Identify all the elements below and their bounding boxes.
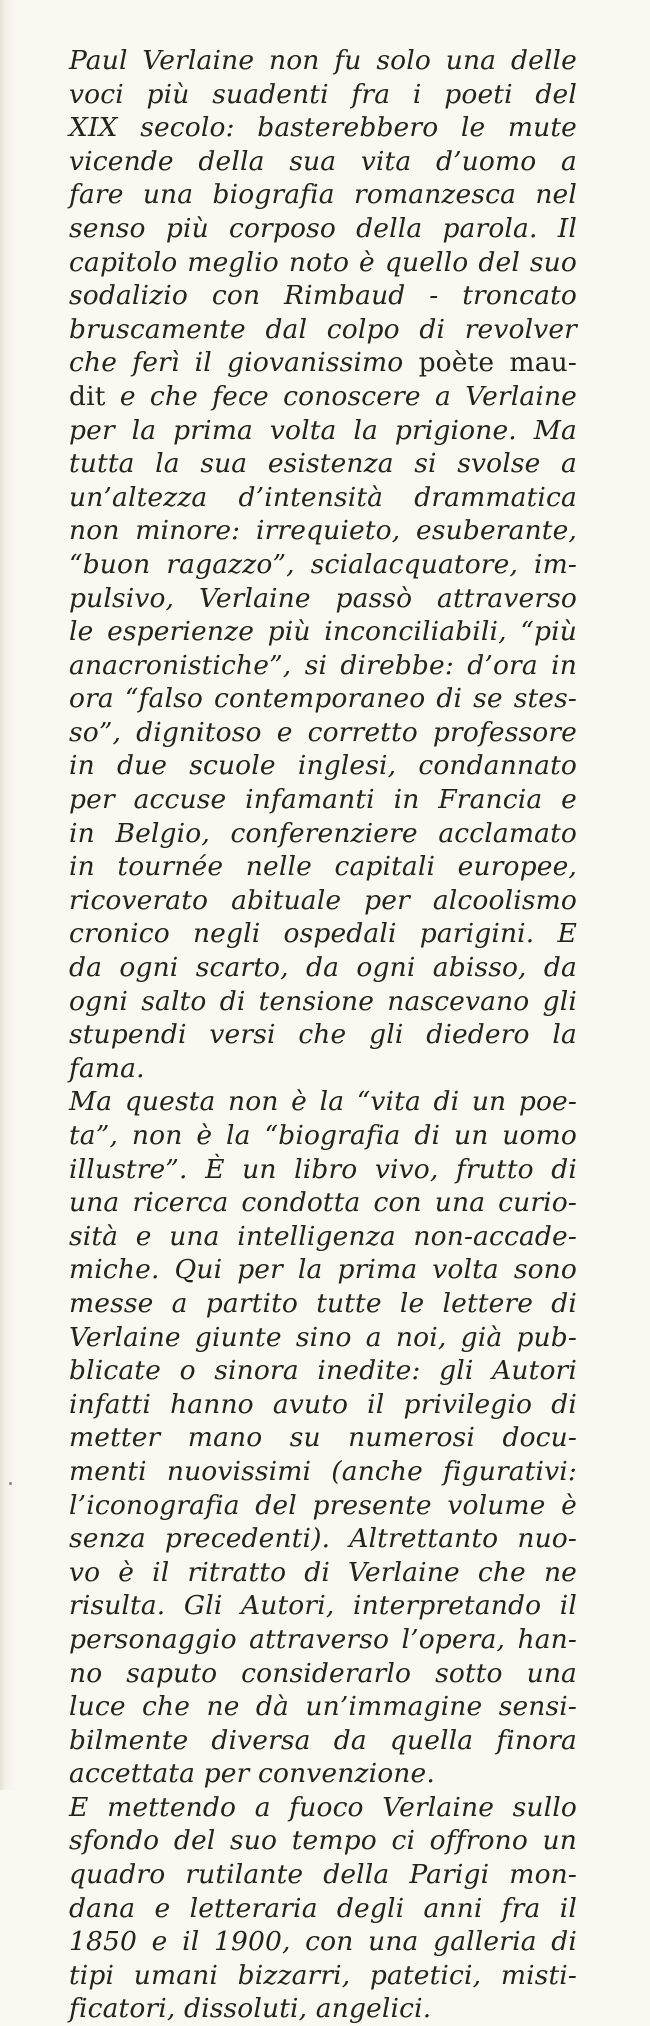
- text-line-content: risulta. Gli Autori, interpretando il: [69, 1590, 577, 1622]
- paper-speck: [9, 1482, 12, 1485]
- text-line-content: ricoverato abituale per alcoolismo: [69, 884, 577, 916]
- text-line-content: anacronistiche”, si direbbe: d’ora in: [69, 649, 577, 681]
- text-line: [69, 716, 577, 750]
- text-line: [69, 212, 577, 246]
- text-line: [69, 514, 577, 548]
- text-line-content: messe a partito tutte le lettere di: [69, 1287, 577, 1319]
- text-line-content: in tournée nelle capitali europee,: [69, 851, 577, 883]
- text-line-content: ta”, non è la “biografia di un uomo: [69, 1120, 577, 1151]
- text-line-content: miche. Qui per la prima volta sono: [69, 1254, 577, 1286]
- body-text: [69, 44, 577, 2026]
- text-line: [69, 1556, 577, 1590]
- text-line: [69, 246, 577, 280]
- text-line-content: da ogni scarto, da ogni abisso, da: [69, 952, 577, 984]
- upright-phrase: dit: [69, 380, 106, 412]
- text-line: [69, 1959, 577, 1993]
- text-line-content: blicate o sinora inedite: gli Autori: [69, 1355, 577, 1387]
- text-line: [69, 1757, 577, 1791]
- text-line: [69, 1421, 577, 1455]
- text-line-content: fama.: [69, 1052, 145, 1084]
- text-line-content: bilmente diversa da quella finora: [69, 1724, 577, 1756]
- text-line-content: E mettendo a fuoco Verlaine sullo: [69, 1791, 577, 1823]
- text-line-content: 1850 e il 1900, con una galleria di: [69, 1926, 577, 1958]
- text-line: [69, 1455, 577, 1489]
- text-line-content: per la prima volta la prigione. Ma: [69, 414, 577, 446]
- text-line: [69, 1623, 577, 1657]
- text-line: [69, 817, 577, 851]
- text-line: [69, 313, 577, 347]
- text-line: [69, 111, 577, 145]
- text-line-content: “buon ragazzo”, scialacquatore, im-: [69, 548, 577, 580]
- text-line-content: Paul Verlaine non fu solo una delle: [69, 45, 577, 76]
- text-line: [69, 1992, 577, 2026]
- text-line-content: in due scuole inglesi, condannato: [69, 750, 577, 782]
- text-line: [69, 414, 577, 448]
- text-line-content: accettata per convenzione.: [69, 1758, 435, 1790]
- text-line: [69, 1153, 577, 1187]
- text-line-content: e che fece conoscere a Verlaine: [105, 380, 577, 412]
- text-line: [69, 917, 577, 951]
- text-line: [69, 279, 577, 313]
- text-line-content: Verlaine giunte sino a noi, già pub-: [69, 1321, 577, 1353]
- text-line: [69, 850, 577, 884]
- text-line: [69, 1489, 577, 1523]
- text-line-content: vicende della sua vita d’uomo a: [69, 145, 577, 177]
- text-line-content: no saputo considerarlo sotto una: [69, 1657, 577, 1689]
- text-line: [69, 481, 577, 515]
- text-line: [69, 985, 577, 1019]
- text-line-content: l’iconografia del presente volume è: [69, 1489, 577, 1521]
- text-line-content: che ferì il giovanissimo: [69, 347, 419, 379]
- text-line: [69, 1321, 577, 1355]
- text-line: [69, 1186, 577, 1220]
- text-line-content: XIX secolo: basterebbero le mute: [69, 112, 577, 144]
- text-line: [69, 1724, 577, 1758]
- text-line: [69, 1052, 577, 1086]
- text-line-content: senza precedenti). Altrettanto nuo-: [69, 1523, 577, 1555]
- text-line: [69, 1354, 577, 1388]
- text-line: [69, 1119, 577, 1153]
- text-line: [69, 1522, 577, 1556]
- text-line: [69, 1791, 577, 1825]
- paragraph-1: [69, 44, 577, 1085]
- text-line: [69, 1589, 577, 1623]
- text-line: [69, 1018, 577, 1052]
- text-line: [69, 1657, 577, 1691]
- text-line-content: personaggio attraverso l’opera, han-: [69, 1623, 577, 1655]
- text-line-content: bruscamente dal colpo di revolver: [69, 313, 577, 345]
- text-line-content: ficatori, dissoluti, angelici.: [69, 1993, 432, 2025]
- paragraph-2: [69, 1085, 577, 1790]
- text-line: [69, 178, 577, 212]
- text-line: [69, 1858, 577, 1892]
- text-line: [69, 682, 577, 716]
- text-line-content: senso più corposo della parola. Il: [69, 212, 577, 244]
- text-line: [69, 749, 577, 783]
- text-line: [69, 649, 577, 683]
- text-line-content: in Belgio, conferenziere acclamato: [69, 817, 577, 849]
- text-line-content: per accuse infamanti in Francia e: [69, 784, 577, 816]
- upright-phrase: poète mau-: [418, 347, 577, 379]
- text-line-content: illustre”. È un libro vivo, frutto di: [69, 1153, 577, 1185]
- text-line: [69, 346, 577, 380]
- text-line-content: sodalizio con Rimbaud - troncato: [69, 280, 577, 312]
- text-line: [69, 582, 577, 616]
- text-line: [69, 447, 577, 481]
- text-line-content: non minore: irrequieto, esuberante,: [69, 515, 577, 547]
- text-line-content: Ma questa non è la “vita di un poe-: [69, 1086, 577, 1118]
- text-line-content: dana e letteraria degli anni fra il: [69, 1892, 577, 1924]
- text-line-content: menti nuovissimi (anche figurativi:: [69, 1455, 577, 1487]
- text-line: [69, 380, 577, 414]
- text-line-content: sfondo del suo tempo ci offrono un: [69, 1825, 577, 1857]
- text-line-content: un’altezza d’intensità drammatica: [69, 481, 577, 513]
- text-line-content: fare una biografia romanzesca nel: [69, 179, 577, 211]
- text-line: [69, 44, 577, 78]
- paragraph-3: [69, 1791, 577, 2026]
- text-line-content: sità e una intelligenza non-accade-: [69, 1220, 577, 1252]
- text-line-content: cronico negli ospedali parigini. E: [69, 918, 577, 950]
- text-line: [69, 1388, 577, 1422]
- text-line-content: vo è il ritratto di Verlaine che ne: [69, 1556, 577, 1588]
- text-line-content: capitolo meglio noto è quello del suo: [69, 246, 577, 278]
- text-line-content: voci più suadenti fra i poeti del: [69, 78, 577, 110]
- text-line: [69, 145, 577, 179]
- text-line: [69, 1085, 577, 1119]
- text-line-content: le esperienze più inconciliabili, “più: [69, 616, 577, 648]
- text-line: [69, 1824, 577, 1858]
- text-line-content: infatti hanno avuto il privilegio di: [69, 1388, 577, 1420]
- text-line-content: pulsivo, Verlaine passò attraverso: [69, 582, 577, 614]
- text-line-content: so”, dignitoso e corretto professore: [69, 716, 577, 748]
- text-line-content: stupendi versi che gli diedero la: [69, 1019, 577, 1051]
- text-line: [69, 78, 577, 112]
- text-line: [69, 1892, 577, 1926]
- text-line: [69, 783, 577, 817]
- text-line: [69, 615, 577, 649]
- text-line: [69, 1253, 577, 1287]
- text-line-content: ora “falso contemporaneo di se stes-: [69, 683, 577, 715]
- text-line: [69, 1690, 577, 1724]
- text-line-content: tipi umani bizzarri, patetici, misti-: [69, 1959, 577, 1991]
- text-line-content: tutta la sua esistenza si svolse a: [69, 448, 577, 480]
- text-line: [69, 951, 577, 985]
- text-line-content: ogni salto di tensione nascevano gli: [69, 985, 577, 1017]
- text-line-content: una ricerca condotta con una curio-: [69, 1187, 577, 1219]
- text-line-content: quadro rutilante della Parigi mon-: [69, 1859, 577, 1891]
- text-line-content: luce che ne dà un’immagine sensi-: [69, 1691, 577, 1723]
- text-line: [69, 1287, 577, 1321]
- text-line: [69, 884, 577, 918]
- text-line-content: metter mano su numerosi docu-: [69, 1422, 577, 1454]
- text-line: [69, 1220, 577, 1254]
- text-line: [69, 1925, 577, 1959]
- text-line: [69, 548, 577, 582]
